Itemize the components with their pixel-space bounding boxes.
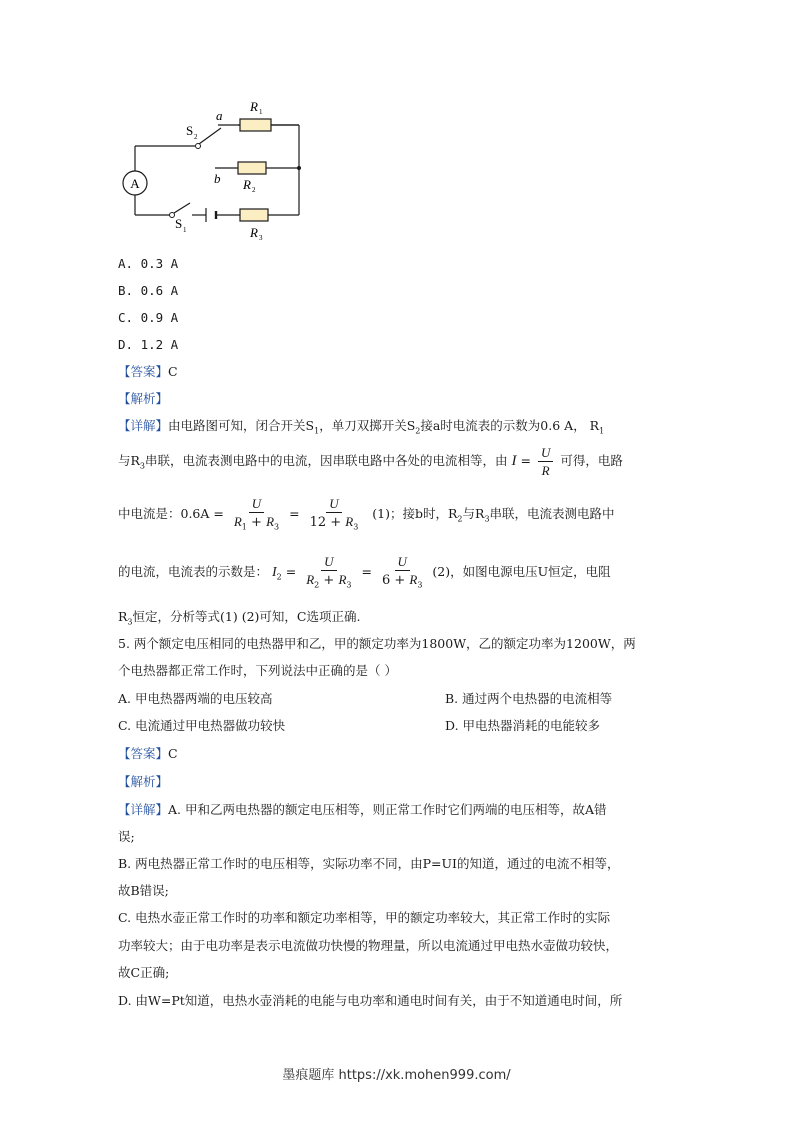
q5-detail-4: 故B错误; — [118, 883, 169, 898]
q5-detail-6: 功率较大；由于电功率是表示电流做功快慢的物理量，所以电流通过甲电热水壶做功较快， — [118, 938, 619, 953]
q5-answer-row: 【答案】C — [118, 746, 178, 761]
analysis-label: 【解析】 — [118, 391, 169, 406]
option-b: B. 0.6 A — [118, 283, 179, 298]
svg-text:3: 3 — [259, 234, 263, 242]
detail-line-4: 的电流，电流表的示数是： $I_2$ = $\frac{U}{R_2 + R_3}$ = $\frac{U}{6 + R_3}$ (2)，如图电源电压U恒定，电阻 — [118, 554, 611, 590]
q5-detail-3: B. 两电热器正常工作时的电压相等，实际功率不同，由P=UI的知道，通过的电流不相等， — [118, 856, 620, 871]
svg-text:1: 1 — [183, 226, 187, 234]
option-a: A. 0.3 A — [118, 256, 179, 271]
detail-line-5: $R_3$恒定，分析等式(1) (2)可知，C选项正确. — [118, 609, 361, 627]
q5-option-d: D. 甲电热器消耗的电能较多 — [445, 718, 601, 733]
q5-detail-7: 故C正确; — [118, 965, 170, 980]
q5-stem-2: 个电热器都正常工作时，下列说法中正确的是（ ） — [118, 663, 397, 678]
q5-detail-1: 【详解】A. 甲和乙两电热器的额定电压相等，则正常工作时它们两端的电压相等，故A错 — [118, 802, 607, 817]
detail-line-2: 与$R_3$串联，电流表测电路中的电流，因串联电路中各处的电流相等，由 I = $\frac{U}{R}$ 可得，电路 — [118, 445, 623, 478]
footer-watermark: 墨痕题库 https://xk.mohen999.com/ — [282, 1068, 511, 1083]
q5-detail-5: C. 电热水壶正常工作时的功率和额定功率相等，甲的额定功率较大，其正常工作时的实际 — [118, 910, 611, 925]
detail-line-1: 【详解】由电路图可知，闭合开关$S_1$，单刀双掷开关$S_2$接a时电流表的示数为0.6 A， $R_1$ — [118, 418, 605, 436]
svg-text:b: b — [214, 171, 221, 186]
q5-option-c: C. 电流通过甲电热器做功较快 — [118, 718, 286, 733]
option-c: C. 0.9 A — [118, 310, 179, 325]
svg-text:2: 2 — [194, 133, 198, 141]
q5-detail-2: 误; — [118, 829, 135, 844]
svg-text:A: A — [130, 176, 140, 191]
svg-text:R: R — [243, 177, 251, 192]
ohm-law-fraction: $\frac{U}{R}$ — [538, 446, 553, 477]
answer-row: 【答案】C — [118, 364, 178, 379]
q5-stem-1: 5. 两个额定电压相同的电热器甲和乙，甲的额定功率为1800W，乙的额定功率为1200W，两 — [118, 636, 636, 651]
q5-option-b: B. 通过两个电热器的电流相等 — [445, 691, 613, 706]
svg-text:R: R — [250, 225, 258, 240]
q5-detail-8: D. 由W=Pt知道，电热水壶消耗的电能与电功率和通电时间有关，由于不知道通电时间，所 — [118, 993, 623, 1008]
q5-option-a: A. 甲电热器两端的电压较高 — [118, 691, 273, 706]
svg-text:S: S — [175, 216, 183, 231]
option-d: D. 1.2 A — [118, 337, 179, 352]
svg-text:1: 1 — [259, 108, 263, 116]
svg-text:2: 2 — [252, 186, 256, 194]
svg-text:R: R — [250, 99, 258, 114]
svg-text:S: S — [186, 123, 194, 138]
q5-analysis-label: 【解析】 — [118, 774, 169, 789]
detail-line-3: 中电流是：0.6A = $\frac{U}{R_1 + R_3}$ = $\frac{U}{12 + R_3}$ (1)；接b时，$R_2$与$R_3$串联，电流表测电路中 — [118, 496, 615, 532]
circuit-diagram — [118, 92, 318, 242]
svg-text:a: a — [216, 108, 223, 123]
